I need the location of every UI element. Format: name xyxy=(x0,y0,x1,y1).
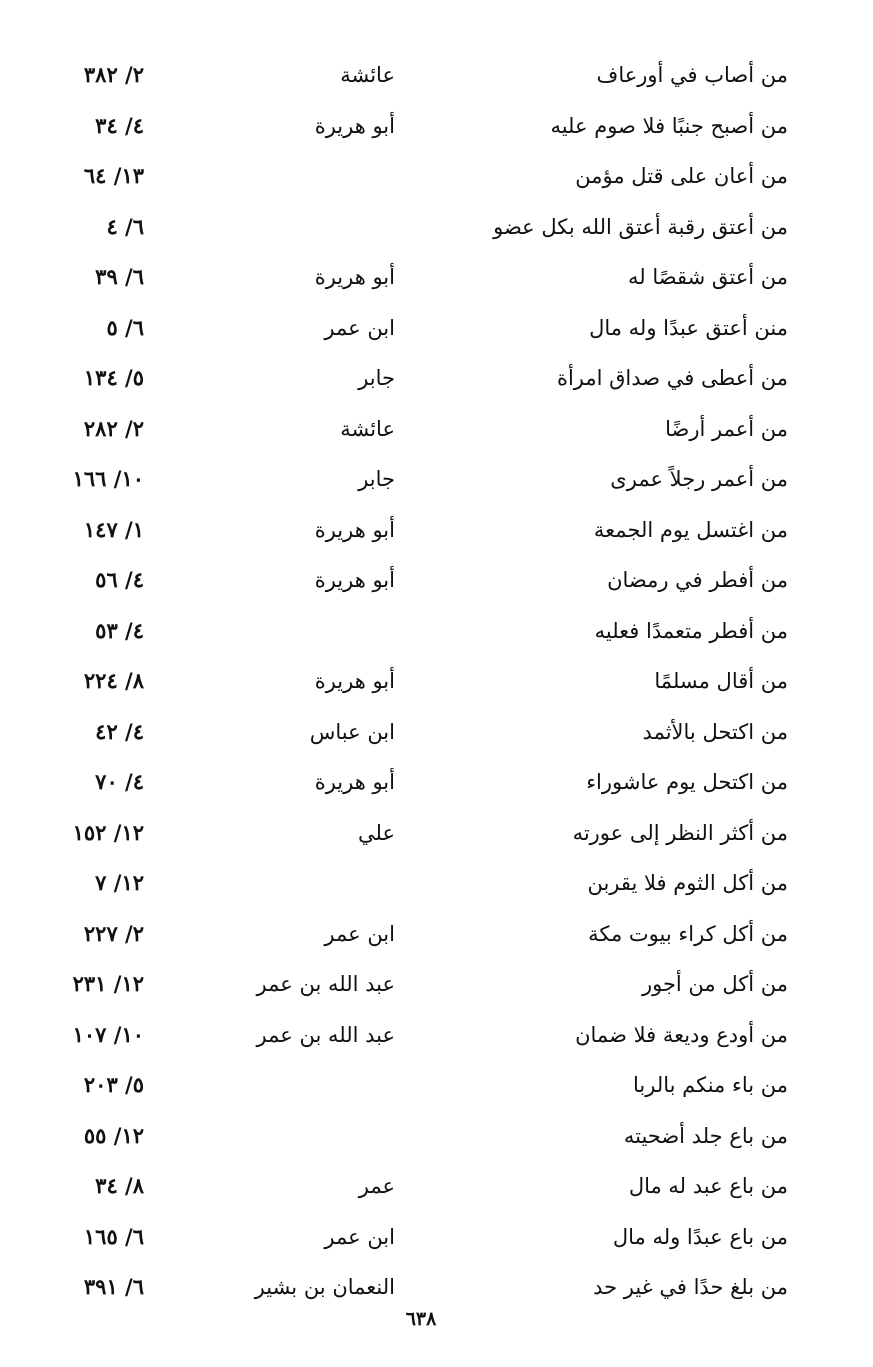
narrator-name: أبو هريرة xyxy=(314,669,395,693)
narrator-name: جابر xyxy=(358,467,395,491)
list-item xyxy=(0,757,873,808)
volume-page-reference: ٨/ ٣٤ xyxy=(95,1173,144,1198)
hadith-text: من أفطر في رمضان xyxy=(607,568,788,592)
list-item xyxy=(0,808,873,859)
volume-page-reference: ٦/ ٤ xyxy=(106,213,144,239)
hadith-text: من باع عبد له مال xyxy=(628,1174,788,1198)
volume-page-reference: ١٢/ ٧ xyxy=(95,870,144,895)
hadith-text: من أعمر رجلاً عمرى xyxy=(610,467,788,491)
hadith-text: من أعتق رقبة أعتق الله بكل عضو xyxy=(493,214,788,239)
page-number: ٦٣٨ xyxy=(405,1308,437,1330)
list-item xyxy=(0,252,873,303)
narrator-name: عبد الله بن عمر xyxy=(256,1022,395,1047)
list-item xyxy=(0,707,873,758)
list-item xyxy=(0,1111,873,1162)
narrator-name: أبو هريرة xyxy=(314,568,395,592)
volume-page-reference: ٦/ ٣٩ xyxy=(95,264,144,289)
volume-page-reference: ٢/ ٢٨٢ xyxy=(83,415,144,441)
volume-page-reference: ٨/ ٢٢٤ xyxy=(83,668,144,693)
volume-page-reference: ٦/ ٥ xyxy=(106,314,144,340)
hadith-text: من أكل الثوم فلا يقربن xyxy=(587,871,788,895)
narrator-name: عائشة xyxy=(340,416,395,441)
narrator-name: ابن عمر xyxy=(324,315,395,340)
volume-page-reference: ٦/ ١٦٥ xyxy=(83,1223,144,1249)
narrator-name: علي xyxy=(358,820,395,845)
hadith-text: من أقال مسلمًا xyxy=(654,669,788,693)
narrator-name: ابن عمر xyxy=(324,921,395,946)
list-item xyxy=(0,1212,873,1263)
list-item xyxy=(0,909,873,960)
hadith-index-list xyxy=(0,50,873,1313)
volume-page-reference: ٤/ ٥٦ xyxy=(95,567,144,592)
volume-page-reference: ١٢/ ١٥٢ xyxy=(72,819,144,845)
list-item xyxy=(0,202,873,253)
hadith-text: من أفطر متعمدًا فعليه xyxy=(594,618,788,643)
list-item xyxy=(0,404,873,455)
volume-page-reference: ٤/ ٧٠ xyxy=(95,769,144,794)
volume-page-reference: ١٠/ ١٠٧ xyxy=(72,1021,144,1047)
hadith-text: من اغتسل يوم الجمعة xyxy=(593,517,788,542)
hadith-text: من أكل من أجور xyxy=(641,972,788,996)
narrator-name: ابن عمر xyxy=(324,1224,395,1249)
list-item xyxy=(0,151,873,202)
list-item xyxy=(0,454,873,505)
volume-page-reference: ١٢/ ٥٥ xyxy=(83,1122,144,1148)
hadith-text: من بلغ حدًا في غير حد xyxy=(593,1275,788,1299)
volume-page-reference: ٤/ ٣٤ xyxy=(95,112,144,138)
hadith-text: من أعتق شقصًا له xyxy=(628,265,788,289)
volume-page-reference: ١٠/ ١٦٦ xyxy=(72,466,144,491)
hadith-text: من باع عبدًا وله مال xyxy=(612,1224,788,1249)
narrator-name: عبد الله بن عمر xyxy=(256,972,395,996)
hadith-text: من أصاب في أورعاف xyxy=(596,63,788,87)
volume-page-reference: ٥/ ٢٠٣ xyxy=(83,1072,144,1097)
list-item xyxy=(0,1262,873,1313)
volume-page-reference: ١٢/ ٢٣١ xyxy=(72,971,144,996)
list-item xyxy=(0,959,873,1010)
volume-page-reference: ٢/ ٢٢٧ xyxy=(83,920,144,946)
hadith-text: من أعطى في صداق امرأة xyxy=(556,366,788,390)
hadith-text: من أكل كراء بيوت مكة xyxy=(588,921,788,946)
narrator-name: عائشة xyxy=(340,63,395,87)
narrator-name: ابن عباس xyxy=(309,719,395,744)
hadith-text: من اكتحل يوم عاشوراء xyxy=(586,770,788,794)
volume-page-reference: ٤/ ٥٣ xyxy=(95,617,144,643)
hadith-text: من باء منكم بالربا xyxy=(632,1073,788,1097)
list-item xyxy=(0,1060,873,1111)
volume-page-reference: ١/ ١٤٧ xyxy=(83,516,144,542)
list-item xyxy=(0,1161,873,1212)
hadith-text: من أعان على قتل مؤمن xyxy=(575,164,788,188)
list-item xyxy=(0,505,873,556)
hadith-text: من اكتحل بالأثمد xyxy=(642,719,788,744)
narrator-name: أبو هريرة xyxy=(314,265,395,289)
list-item xyxy=(0,353,873,404)
hadith-text: من أصبح جنبًا فلا صوم عليه xyxy=(550,113,788,138)
list-item xyxy=(0,656,873,707)
list-item xyxy=(0,858,873,909)
hadith-text: من أكثر النظر إلى عورته xyxy=(572,820,788,845)
list-item xyxy=(0,50,873,101)
narrator-name: أبو هريرة xyxy=(314,770,395,794)
volume-page-reference: ٦/ ٣٩١ xyxy=(83,1274,144,1299)
hadith-text: منن أعتق عبدًا وله مال xyxy=(589,315,788,340)
narrator-name: النعمان بن بشير xyxy=(254,1275,395,1299)
hadith-text: من باع جلد أضحيته xyxy=(623,1123,788,1148)
narrator-name: عمر xyxy=(358,1174,395,1198)
volume-page-reference: ١٣/ ٦٤ xyxy=(83,163,144,188)
list-item xyxy=(0,1010,873,1061)
list-item xyxy=(0,555,873,606)
volume-page-reference: ٥/ ١٣٤ xyxy=(83,365,144,390)
narrator-name: أبو هريرة xyxy=(314,517,395,542)
narrator-name: جابر xyxy=(358,366,395,390)
list-item xyxy=(0,303,873,354)
volume-page-reference: ٤/ ٤٢ xyxy=(95,718,144,744)
narrator-name: أبو هريرة xyxy=(314,113,395,138)
volume-page-reference: ٢/ ٣٨٢ xyxy=(83,62,144,87)
list-item xyxy=(0,606,873,657)
list-item xyxy=(0,101,873,152)
hadith-text: من أعمر أرضًا xyxy=(665,416,788,441)
hadith-text: من أودع وديعة فلا ضمان xyxy=(575,1022,788,1047)
